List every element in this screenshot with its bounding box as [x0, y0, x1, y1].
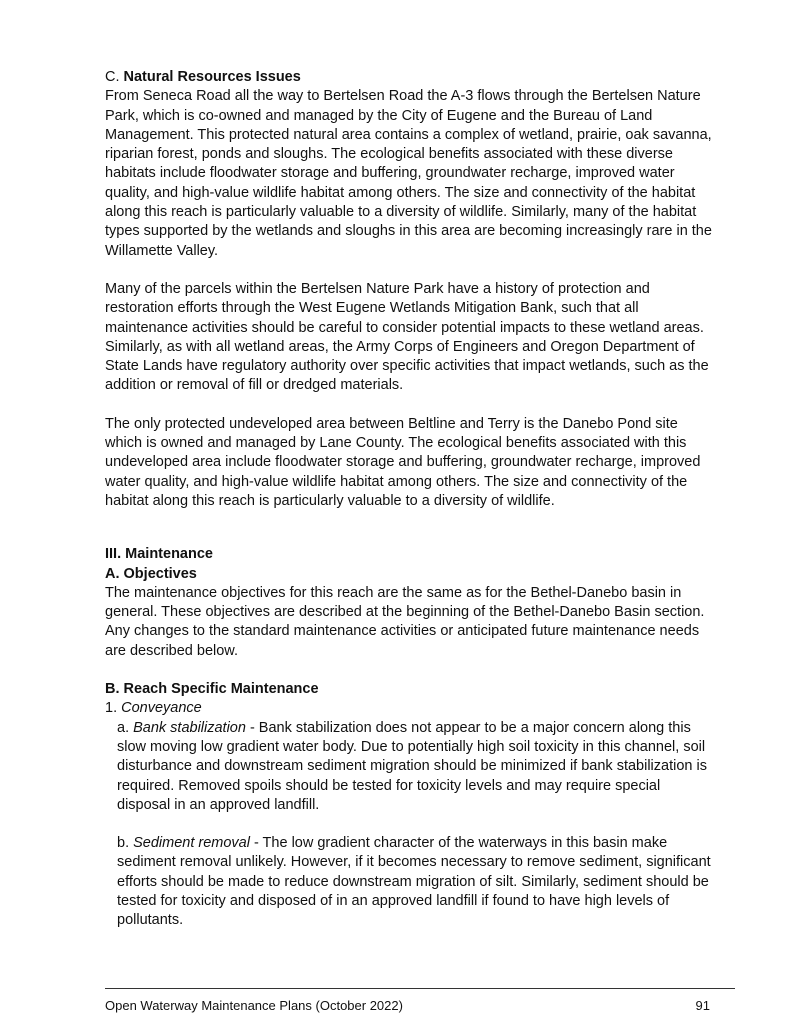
list-item-conveyance [105, 699, 715, 718]
heading-title: Natural Resources Issues [123, 69, 301, 85]
heading-maintenance: III. Maintenance [105, 546, 213, 563]
list-item-text: - Bank stabilization does not appear to be a major concern along this slow moving low gradient water body. Due to potentially high soil toxicity in this channel, soil disturbance and downstream sediment migration should be minimized if bank stabilization is required. Removed spoils should be tested for toxicity levels and may require special disposal in an approved landfill. [117, 719, 707, 813]
list-number: 1. [105, 700, 118, 717]
list-item-sediment-removal [105, 834, 715, 930]
list-letter: a. [117, 719, 130, 736]
document-content [105, 68, 715, 931]
footer-row [105, 998, 735, 1013]
list-letter: b. [117, 835, 130, 852]
paragraph-wetlands-mitigation-bank: Many of the parcels within the Bertelsen Nature Park have a history of protection and restoration efforts through the West Eugene Wetlands Mitigation Bank, such that all maintenance activities should be careful to consider potential impacts to these wetland areas. Similarly, as with all wetland areas, the Army Corps of Engineers and Oregon Department of State Lands have regulatory authority over specific activities that impact wetlands, such as the addition or removal of fill or dredged materials. [105, 280, 709, 394]
heading-objectives: A. Objectives [105, 565, 197, 582]
paragraph-bertelsen-nature-park: From Seneca Road all the way to Bertelsen Road the A-3 flows through the Bertelsen Nature Park, which is co-owned and managed by the City of Eugene and the Bureau of Land Management. This protected natural area contains a complex of wetland, prairie, oak savanna, riparian forest, ponds and sloughs. The ecological benefits associated with these diverse habitats include floodwater storage and buffering, groundwater recharge, improved water quality, and high-value wildlife habitat among others. The size and connectivity of the habitat along this reach is particularly valuable to a diversity of wildlife. Similarly, many of the habitat types supported by the wetlands and sloughs in this area are becoming increasingly rare in the Willamette Valley. [105, 88, 712, 259]
heading-prefix: C. [105, 69, 120, 85]
paragraph-danebo-pond: The only protected undeveloped area between Beltline and Terry is the Danebo Pond site which is owned and managed by Lane County. The ecological benefits associated with this undeveloped area include floodwater storage and buffering, groundwater recharge, improved water quality, and high-value wildlife habitat among others. The size and connectivity of the habitat along this reach is particularly valuable to a diversity of wildlife. [105, 415, 701, 509]
page-footer [105, 988, 735, 1013]
paragraph-objectives: The maintenance objectives for this reach are the same as for the Bethel-Danebo basin in general. These objectives are described at the beginning of the Bethel-Danebo Basin section. Any changes to the standard maintenance activities or anticipated future maintenance needs are described below. [105, 584, 705, 659]
heading-reach-specific-maintenance: B. Reach Specific Maintenance [105, 681, 319, 698]
list-item-title: Conveyance [121, 700, 202, 717]
list-item-title: Bank stabilization [133, 719, 246, 736]
list-item-text: - The low gradient character of the waterways in this basin make sediment removal unlikely. However, if it becomes necessary to remove sediment, significant efforts should be made to reduce downstream migration of silt. Similarly, sediment should be tested for toxicity and disposed of in an approved landfill if found to have high levels of pollutants. [117, 835, 711, 929]
list-item-title: Sediment removal [133, 835, 250, 852]
footer-divider [105, 988, 735, 989]
footer-page-number: 91 [695, 998, 710, 1013]
heading-natural-resources-issues [105, 68, 715, 87]
footer-document-title: Open Waterway Maintenance Plans (October 2022) [105, 998, 403, 1013]
list-item-bank-stabilization [105, 719, 715, 815]
